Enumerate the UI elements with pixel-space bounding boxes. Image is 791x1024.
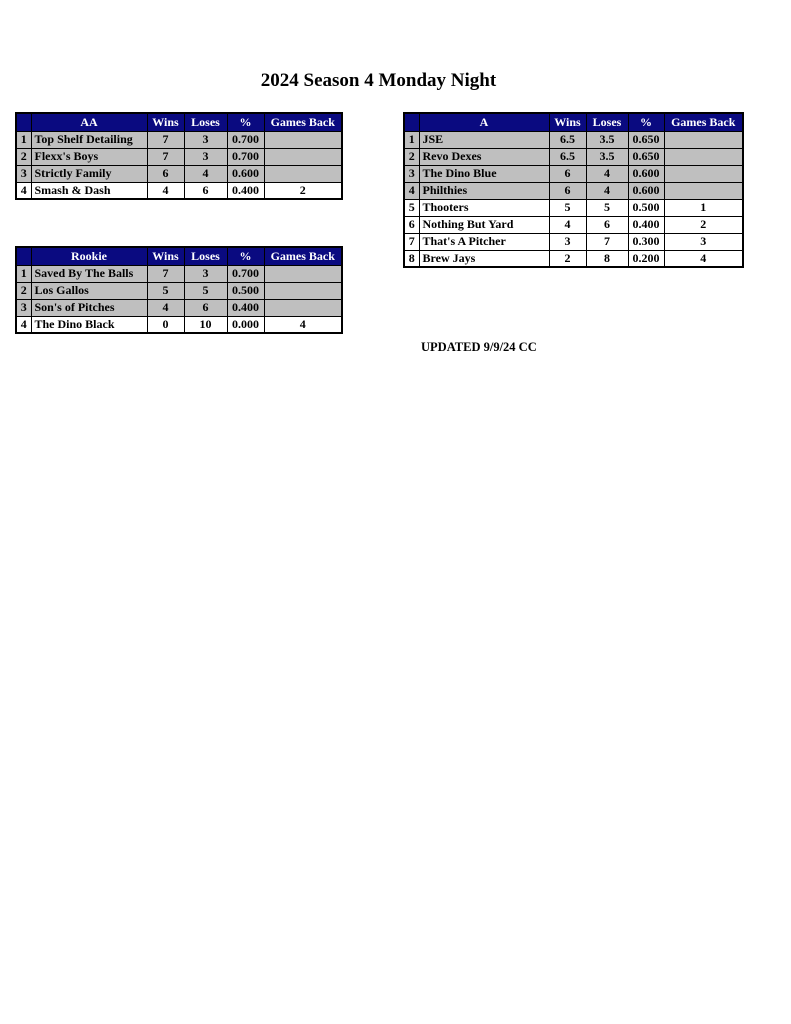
team-name-cell: Brew Jays bbox=[419, 250, 549, 267]
team-row bbox=[404, 131, 743, 148]
pct-cell: 0.400 bbox=[628, 216, 664, 233]
games-back-cell: 3 bbox=[664, 233, 743, 250]
team-row bbox=[404, 216, 743, 233]
pct-cell: 0.650 bbox=[628, 131, 664, 148]
standings-table-a bbox=[403, 112, 744, 268]
loses-cell: 3 bbox=[184, 131, 227, 148]
header-row bbox=[16, 113, 342, 131]
pct-cell: 0.400 bbox=[227, 182, 264, 199]
team-name-cell: JSE bbox=[419, 131, 549, 148]
games-back-cell: 2 bbox=[664, 216, 743, 233]
header-loses: Loses bbox=[184, 247, 227, 265]
header-wins: Wins bbox=[147, 113, 184, 131]
header-games-back: Games Back bbox=[664, 113, 743, 131]
pct-cell: 0.500 bbox=[227, 282, 264, 299]
wins-cell: 4 bbox=[147, 299, 184, 316]
header-division: AA bbox=[31, 113, 147, 131]
pct-cell: 0.600 bbox=[227, 165, 264, 182]
pct-cell: 0.700 bbox=[227, 265, 264, 282]
loses-cell: 3 bbox=[184, 148, 227, 165]
pct-cell: 0.700 bbox=[227, 148, 264, 165]
header-division: A bbox=[419, 113, 549, 131]
games-back-cell bbox=[664, 165, 743, 182]
standings-grid bbox=[15, 246, 343, 334]
loses-cell: 6 bbox=[586, 216, 628, 233]
loses-cell: 5 bbox=[586, 199, 628, 216]
team-name-cell: Los Gallos bbox=[31, 282, 147, 299]
pct-cell: 0.400 bbox=[227, 299, 264, 316]
rank-cell: 3 bbox=[16, 299, 31, 316]
header-division: Rookie bbox=[31, 247, 147, 265]
games-back-cell bbox=[264, 131, 342, 148]
rank-cell: 8 bbox=[404, 250, 419, 267]
pct-cell: 0.500 bbox=[628, 199, 664, 216]
rank-cell: 4 bbox=[404, 182, 419, 199]
rank-cell: 2 bbox=[16, 148, 31, 165]
rank-cell: 1 bbox=[16, 131, 31, 148]
header-games-back: Games Back bbox=[264, 113, 342, 131]
updated-note: UPDATED 9/9/24 CC bbox=[421, 340, 537, 354]
header-pct: % bbox=[227, 247, 264, 265]
wins-cell: 7 bbox=[147, 265, 184, 282]
header-loses: Loses bbox=[586, 113, 628, 131]
games-back-cell: 4 bbox=[264, 316, 342, 333]
team-name-cell: Son's of Pitches bbox=[31, 299, 147, 316]
team-row bbox=[404, 148, 743, 165]
header-games-back: Games Back bbox=[264, 247, 342, 265]
team-name-cell: The Dino Black bbox=[31, 316, 147, 333]
wins-cell: 0 bbox=[147, 316, 184, 333]
team-row bbox=[16, 182, 342, 199]
header-pct: % bbox=[227, 113, 264, 131]
header-loses: Loses bbox=[184, 113, 227, 131]
loses-cell: 7 bbox=[586, 233, 628, 250]
pct-cell: 0.600 bbox=[628, 182, 664, 199]
rank-cell: 2 bbox=[16, 282, 31, 299]
team-row bbox=[404, 233, 743, 250]
header-wins: Wins bbox=[147, 247, 184, 265]
header-row bbox=[16, 247, 342, 265]
wins-cell: 5 bbox=[147, 282, 184, 299]
rank-cell: 2 bbox=[404, 148, 419, 165]
header-rank-spacer bbox=[16, 247, 31, 265]
team-row bbox=[404, 199, 743, 216]
rank-cell: 6 bbox=[404, 216, 419, 233]
team-name-cell: Saved By The Balls bbox=[31, 265, 147, 282]
rank-cell: 1 bbox=[16, 265, 31, 282]
team-row bbox=[404, 250, 743, 267]
wins-cell: 6 bbox=[549, 165, 586, 182]
standings-table-aa bbox=[15, 112, 343, 200]
pct-cell: 0.700 bbox=[227, 131, 264, 148]
header-pct: % bbox=[628, 113, 664, 131]
wins-cell: 3 bbox=[549, 233, 586, 250]
standings-table-rookie bbox=[15, 246, 343, 334]
loses-cell: 8 bbox=[586, 250, 628, 267]
loses-cell: 3.5 bbox=[586, 148, 628, 165]
wins-cell: 2 bbox=[549, 250, 586, 267]
rank-cell: 4 bbox=[16, 316, 31, 333]
team-row bbox=[16, 282, 342, 299]
loses-cell: 4 bbox=[586, 165, 628, 182]
rank-cell: 5 bbox=[404, 199, 419, 216]
rank-cell: 7 bbox=[404, 233, 419, 250]
wins-cell: 6.5 bbox=[549, 131, 586, 148]
loses-cell: 4 bbox=[586, 182, 628, 199]
pct-cell: 0.650 bbox=[628, 148, 664, 165]
games-back-cell bbox=[264, 148, 342, 165]
wins-cell: 7 bbox=[147, 131, 184, 148]
wins-cell: 6 bbox=[147, 165, 184, 182]
loses-cell: 3.5 bbox=[586, 131, 628, 148]
header-wins: Wins bbox=[549, 113, 586, 131]
team-row bbox=[16, 148, 342, 165]
rank-cell: 1 bbox=[404, 131, 419, 148]
team-row bbox=[16, 316, 342, 333]
team-name-cell: Thooters bbox=[419, 199, 549, 216]
loses-cell: 4 bbox=[184, 165, 227, 182]
games-back-cell: 2 bbox=[264, 182, 342, 199]
team-name-cell: Strictly Family bbox=[31, 165, 147, 182]
wins-cell: 4 bbox=[147, 182, 184, 199]
team-row bbox=[16, 131, 342, 148]
loses-cell: 6 bbox=[184, 299, 227, 316]
wins-cell: 5 bbox=[549, 199, 586, 216]
standings-grid bbox=[403, 112, 744, 268]
wins-cell: 7 bbox=[147, 148, 184, 165]
rank-cell: 3 bbox=[404, 165, 419, 182]
loses-cell: 3 bbox=[184, 265, 227, 282]
games-back-cell bbox=[264, 299, 342, 316]
loses-cell: 10 bbox=[184, 316, 227, 333]
wins-cell: 4 bbox=[549, 216, 586, 233]
page-title: 2024 Season 4 Monday Night bbox=[260, 70, 497, 91]
wins-cell: 6.5 bbox=[549, 148, 586, 165]
team-name-cell: That's A Pitcher bbox=[419, 233, 549, 250]
games-back-cell: 1 bbox=[664, 199, 743, 216]
loses-cell: 5 bbox=[184, 282, 227, 299]
pct-cell: 0.600 bbox=[628, 165, 664, 182]
team-name-cell: Smash & Dash bbox=[31, 182, 147, 199]
games-back-cell: 4 bbox=[664, 250, 743, 267]
header-row bbox=[404, 113, 743, 131]
rank-cell: 4 bbox=[16, 182, 31, 199]
header-rank-spacer bbox=[16, 113, 31, 131]
games-back-cell bbox=[664, 131, 743, 148]
team-row bbox=[404, 182, 743, 199]
wins-cell: 6 bbox=[549, 182, 586, 199]
team-row bbox=[16, 165, 342, 182]
rank-cell: 3 bbox=[16, 165, 31, 182]
team-row bbox=[16, 265, 342, 282]
pct-cell: 0.200 bbox=[628, 250, 664, 267]
games-back-cell bbox=[264, 165, 342, 182]
games-back-cell bbox=[264, 265, 342, 282]
standings-grid bbox=[15, 112, 343, 200]
pct-cell: 0.300 bbox=[628, 233, 664, 250]
team-name-cell: Revo Dexes bbox=[419, 148, 549, 165]
team-name-cell: Top Shelf Detailing bbox=[31, 131, 147, 148]
loses-cell: 6 bbox=[184, 182, 227, 199]
games-back-cell bbox=[264, 282, 342, 299]
team-name-cell: Flexx's Boys bbox=[31, 148, 147, 165]
games-back-cell bbox=[664, 148, 743, 165]
pct-cell: 0.000 bbox=[227, 316, 264, 333]
header-rank-spacer bbox=[404, 113, 419, 131]
games-back-cell bbox=[664, 182, 743, 199]
team-name-cell: The Dino Blue bbox=[419, 165, 549, 182]
team-name-cell: Nothing But Yard bbox=[419, 216, 549, 233]
team-row bbox=[16, 299, 342, 316]
team-name-cell: Philthies bbox=[419, 182, 549, 199]
team-row bbox=[404, 165, 743, 182]
